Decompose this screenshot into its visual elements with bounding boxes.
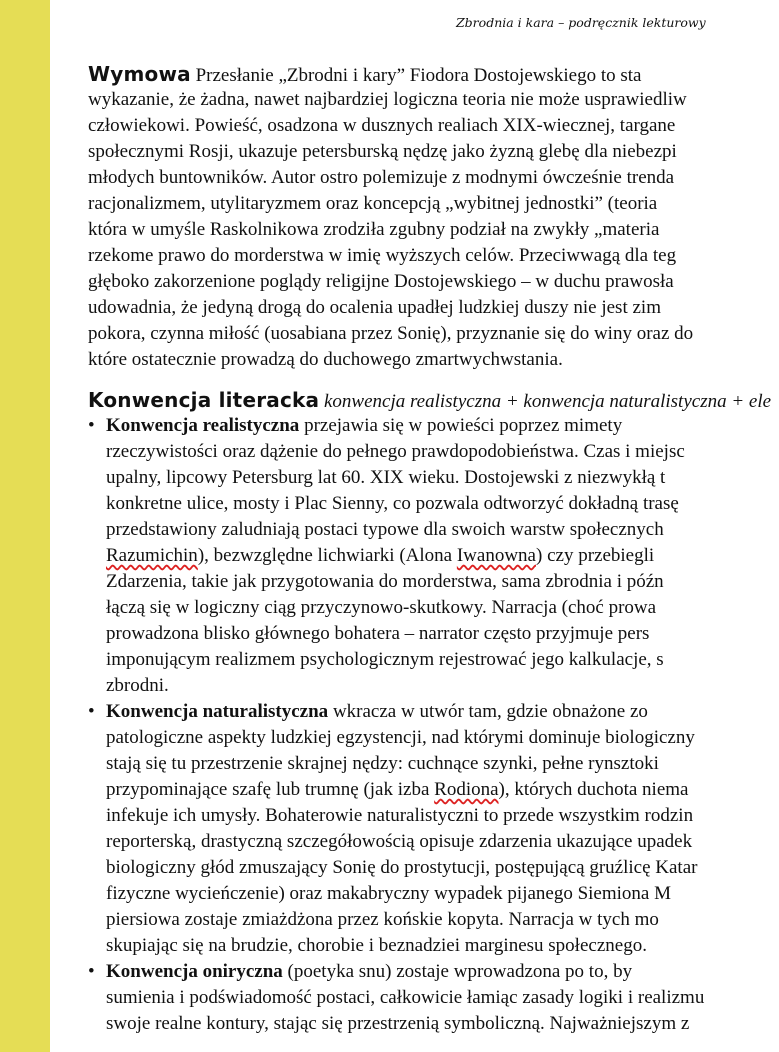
paragraph-line: przejawia się w powieści poprzez mimety: [299, 415, 623, 436]
paragraph-line: wykazanie, że żadna, nawet najbardziej logiczna teoria nie może usprawiedliw: [88, 89, 687, 110]
paragraph-line: biologiczny głód zmuszający Sonię do prostytucji, postępującą gruźlicę Katar: [106, 857, 698, 878]
paragraph-line: udowadnia, że jedyną drogą do ocalenia upadłej ludzkiej duszy nie jest zim: [88, 297, 661, 318]
section-wymowa: [88, 61, 779, 373]
bullet-term: Konwencja realistyczna: [106, 415, 300, 436]
paragraph-line: fizyczne wycieńczenie) oraz makabryczny wypadek pijanego Siemiona M: [106, 883, 671, 904]
paragraph-line: swoje realne kontury, stając się przestrzenią symboliczną. Najważniejszym z: [106, 1013, 690, 1034]
paragraph-line: imponującym realizmem psychologicznym rejestrować jego kalkulacje, s: [106, 649, 664, 670]
bullet-marker: •: [88, 961, 95, 982]
paragraph-line: infekuje ich umysły. Bohaterowie naturalistyczni to przede wszystkim rodzin: [106, 805, 694, 826]
paragraph-line: pokora, czynna miłość (uosabiana przez Sonię), przyznanie się do winy oraz do: [88, 323, 694, 344]
paragraph-line: skupiając się na brudzie, chorobie i beznadziei marginesu społecznego.: [106, 935, 647, 956]
paragraph-line: łączą się w logiczny ciąg przyczynowo-skutkowy. Narracja (choć prowa: [106, 597, 657, 618]
paragraph-line: rzeczywistości oraz dążenie do pełnego prawdopodobieństwa. Czas i miejsc: [106, 441, 685, 462]
section-subheading: konwencja realistyczna + konwencja naturalistyczna + ele: [319, 391, 772, 412]
yellow-margin-strip: [0, 0, 50, 1052]
paragraph-line: racjonalizmem, utylitaryzmem oraz koncepcją „wybitnej jednostki” (teoria: [88, 193, 658, 214]
bullet-marker: •: [88, 415, 95, 436]
paragraph-line: zbrodni.: [106, 675, 169, 696]
document-page: [50, 0, 779, 1052]
section-heading-wymowa: Wymowa: [88, 62, 191, 86]
paragraph-line: konkretne ulice, mosty i Plac Sienny, co pozwala odtworzyć dokładną trasę: [106, 493, 679, 514]
paragraph-line: prowadzona blisko głównego bohatera – narrator często przyjmuje pers: [106, 623, 650, 644]
document-body: [88, 61, 779, 1037]
bullet-item-realistyczna: [88, 413, 779, 699]
paragraph-line-spellmarked: Razumichin), bezwzględne lichwiarki (Alona Iwanowna) czy przebiegli: [106, 545, 655, 566]
paragraph-line: przedstawiony zaludniają postaci typowe dla swoich warstw społecznych: [106, 519, 664, 540]
paragraph-line: piersiowa zostaje zmiażdżona przez końskie kopyta. Narracja w tych mo: [106, 909, 659, 930]
paragraph-line: wkracza w utwór tam, gdzie obnażone zo: [328, 701, 648, 722]
section-heading-konwencja: Konwencja literacka: [88, 388, 320, 412]
bullet-term: Konwencja oniryczna: [106, 961, 283, 982]
bullet-item-naturalistyczna: [88, 699, 779, 959]
section-konwencja: [88, 387, 779, 1037]
bullet-marker: •: [88, 701, 95, 722]
paragraph-line: Zdarzenia, takie jak przygotowania do morderstwa, sama zbrodnia i późn: [106, 571, 664, 592]
bullet-item-oniryczna: [88, 959, 779, 1037]
running-header: Zbrodnia i kara – podręcznik lekturowy: [456, 15, 706, 30]
paragraph-line: człowiekowi. Powieść, osadzona w dusznych realiach XIX-wiecznej, targane: [88, 115, 676, 136]
paragraph-line: które ostatecznie prowadzą do duchowego zmartwychwstania.: [88, 349, 563, 370]
paragraph-line: młodych buntowników. Autor ostro polemizuje z modnymi ówcześnie trenda: [88, 167, 675, 188]
paragraph-line: głęboko zakorzenione poglądy religijne Dostojewskiego – w duchu prawosła: [88, 271, 674, 292]
paragraph-line: reporterską, drastyczną szczegółowością opisuje zdarzenia ukazujące upadek: [106, 831, 693, 852]
paragraph-line: (poetyka snu) zostaje wprowadzona po to, by: [282, 961, 633, 982]
paragraph-line: stają się tu przestrzenie skrajnej nędzy: cuchnące szynki, pełne rynsztoki: [106, 753, 659, 774]
paragraph-line: społecznymi Rosji, ukazuje petersburską nędzę jako żyzną glebę dla niebezpi: [88, 141, 677, 162]
bullet-term: Konwencja naturalistyczna: [106, 701, 329, 722]
paragraph-line: rzekome prawo do morderstwa w imię wyższych celów. Przeciwwagą dla teg: [88, 245, 677, 266]
paragraph-line: upalny, lipcowy Petersburg lat 60. XIX wieku. Dostojewski z niezwykłą t: [106, 467, 666, 488]
paragraph-line: patologiczne aspekty ludzkiej egzystencji, nad którymi dominuje biologiczny: [106, 727, 695, 748]
paragraph-line-spellmarked: przypominające szafę lub trumnę (jak izba Rodiona), których duchota niema: [106, 779, 689, 800]
paragraph-line: sumienia i podświadomość postaci, całkowicie łamiąc zasady logiki i realizmu: [106, 987, 705, 1008]
paragraph-line: która w umyśle Raskolnikowa zrodziła zgubny podział na zwykły „materia: [88, 219, 660, 240]
paragraph-line: Przesłanie „Zbrodni i kary” Fiodora Dostojewskiego to sta: [190, 65, 642, 86]
